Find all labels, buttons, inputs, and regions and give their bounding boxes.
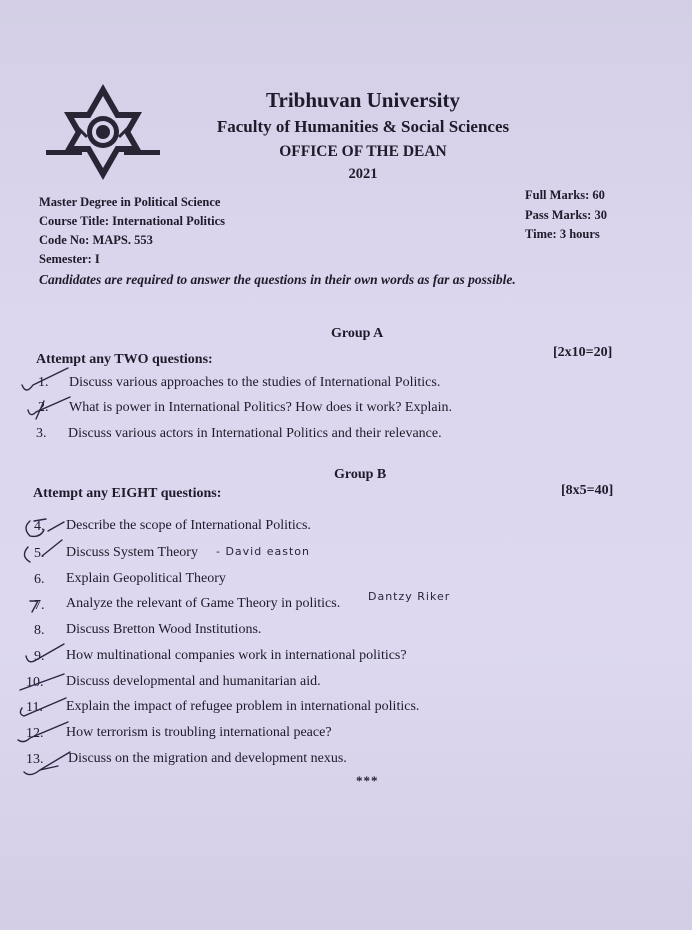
- exam-time: Time: 3 hours: [525, 227, 600, 241]
- group-b-attempt: Attempt any EIGHT questions:: [33, 486, 222, 501]
- question-number: 8.: [34, 623, 45, 638]
- course-title: Course Title: International Politics: [39, 214, 225, 228]
- question-text: Discuss developmental and humanitarian aid.: [66, 674, 321, 689]
- question-number: 2.: [38, 400, 49, 415]
- exam-info-left: [39, 193, 225, 269]
- group-b-title: Group B: [334, 467, 387, 482]
- question-number: 5.: [34, 546, 45, 561]
- question-text: Explain the impact of refugee problem in international politics.: [66, 699, 420, 714]
- question-number: 13.: [26, 752, 44, 767]
- question-number: 3.: [36, 426, 47, 441]
- exam-year: 2021: [348, 166, 378, 182]
- question-number: 9.: [34, 649, 45, 664]
- degree: Master Degree in Political Science: [39, 195, 221, 209]
- question-number: 11.: [26, 700, 43, 715]
- question-text: Discuss on the migration and development nexus.: [68, 751, 347, 766]
- question-number: 12.: [26, 726, 44, 741]
- end-marker: ***: [356, 773, 379, 788]
- question-text: Discuss System Theory: [66, 545, 198, 560]
- semester: Semester: I: [39, 252, 100, 266]
- question-text: Discuss Bretton Wood Institutions.: [66, 622, 262, 637]
- question-text: Discuss various approaches to the studies of International Politics.: [69, 375, 441, 390]
- question-number: 10.: [26, 675, 44, 690]
- question-number: 7.: [34, 598, 45, 613]
- question-text: Explain Geopolitical Theory: [66, 571, 226, 586]
- full-marks: Full Marks: 60: [525, 188, 605, 202]
- handwritten-note: Dantzy Riker: [368, 590, 451, 603]
- faculty-name: Faculty of Humanities & Social Sciences: [216, 117, 510, 136]
- group-a-marks: [2x10=20]: [553, 345, 613, 360]
- university-name: Tribhuvan University: [266, 88, 460, 112]
- question-text: Discuss various actors in International Politics and their relevance.: [68, 426, 442, 441]
- question-number: 6.: [34, 572, 45, 587]
- exam-info-right: [525, 186, 607, 245]
- question-text: Describe the scope of International Politics.: [66, 518, 311, 533]
- pass-marks: Pass Marks: 30: [525, 207, 607, 222]
- question-text: Analyze the relevant of Game Theory in politics.: [66, 596, 341, 611]
- question-text: How multinational companies work in international politics?: [66, 648, 407, 663]
- group-b-marks: [8x5=40]: [561, 483, 614, 498]
- group-a-attempt: Attempt any TWO questions:: [36, 352, 213, 367]
- handwritten-note: - David easton: [216, 545, 310, 558]
- question-number: 4.: [34, 519, 45, 534]
- instructions: Candidates are required to answer the questions in their own words as far as possible.: [39, 272, 516, 287]
- question-text: How terrorism is troubling international peace?: [66, 725, 332, 740]
- office-name: OFFICE OF THE DEAN: [279, 143, 447, 160]
- question-text: What is power in International Politics? How does it work? Explain.: [69, 400, 452, 415]
- course-code: Code No: MAPS. 553: [39, 233, 153, 247]
- question-number: 1.: [38, 375, 49, 390]
- group-a-title: Group A: [331, 326, 384, 341]
